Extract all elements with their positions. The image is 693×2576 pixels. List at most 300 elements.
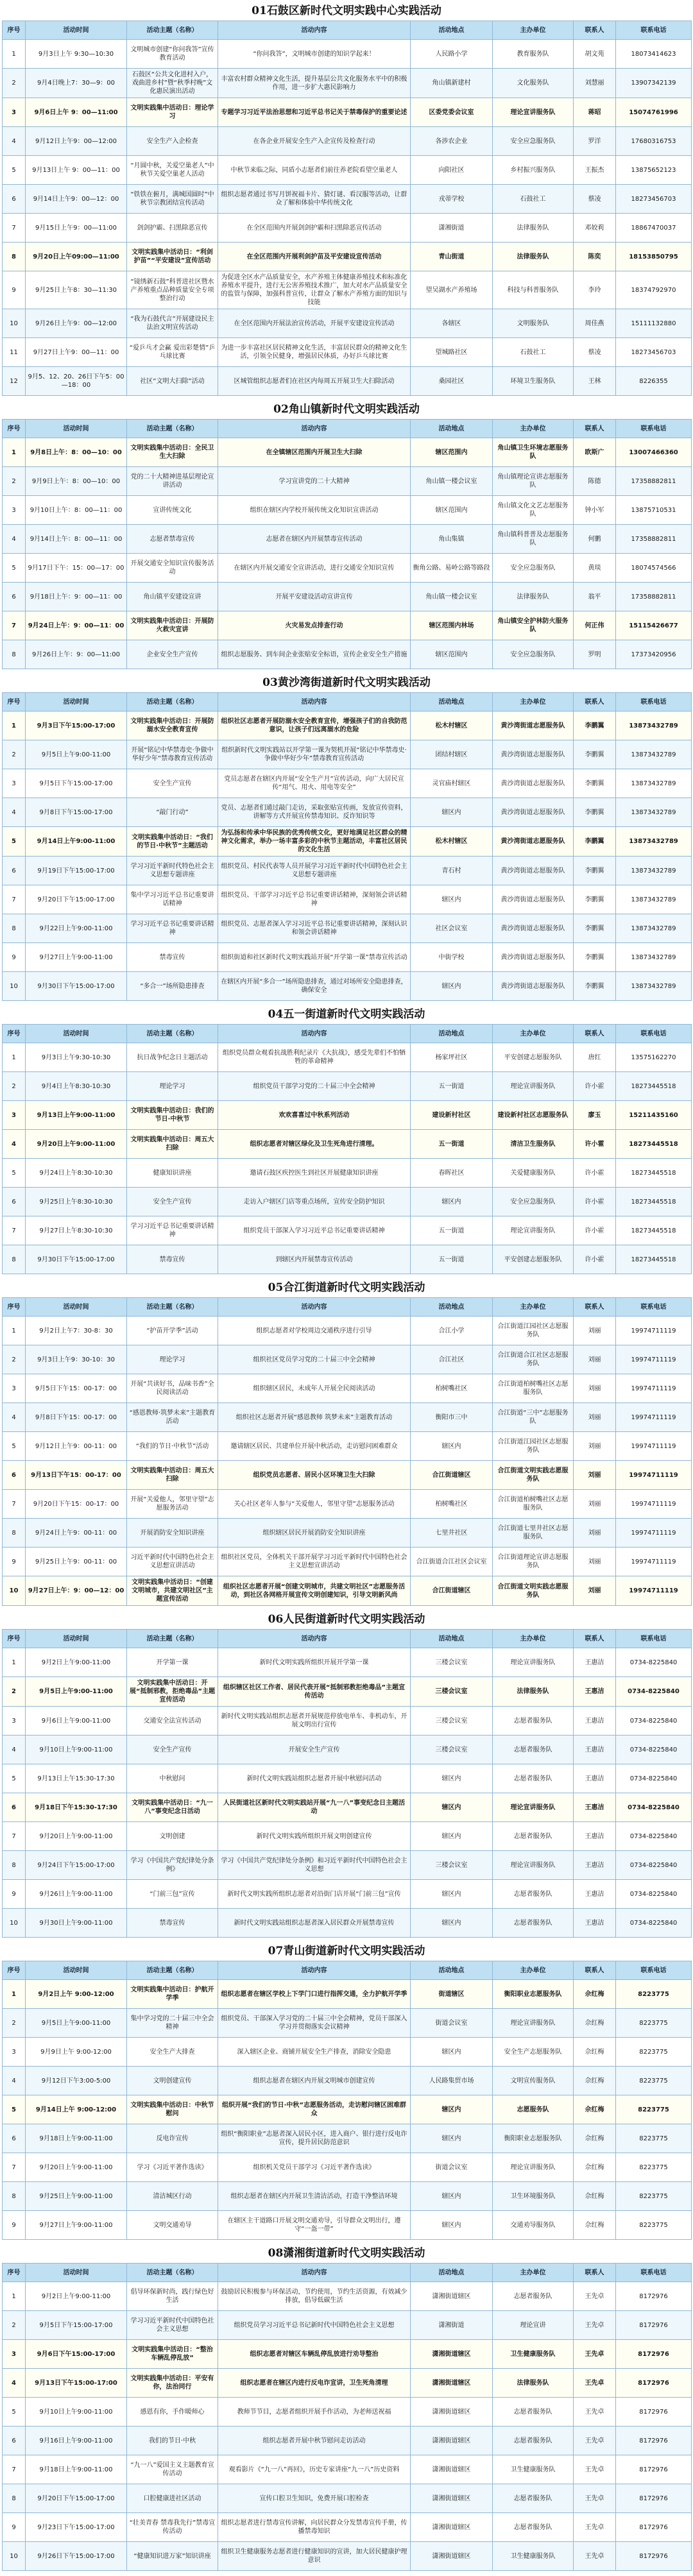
table-row [3, 1576, 692, 1606]
table-row [3, 2369, 692, 2398]
cell-host: 合江街道江园社区志愿服务队 [493, 1432, 574, 1461]
cell-phone: 13873432789 [616, 740, 692, 769]
cell-contact: 罗明 [574, 640, 616, 669]
cell-place: 辖区内 [411, 972, 493, 1001]
cell-place: 潇湘街道 [411, 2311, 493, 2340]
cell-phone: 19974711119 [616, 1317, 692, 1345]
cell-contact: 刘丽 [574, 1576, 616, 1606]
cell-host: 黄沙湾街道志愿服务队 [493, 769, 574, 798]
cell-phone: 8223775 [616, 2153, 692, 2182]
cell-content: 组织新时代文明实践站以开学第一课为契机开展“铭记中华禁毒史·争做中华好少年”禁毒教育宣传活动 [218, 740, 411, 769]
cell-no: 2 [3, 467, 26, 496]
cell-theme: 志愿者禁毒宣传 [127, 525, 218, 554]
cell-place: 街道辖区 [411, 1980, 493, 2009]
cell-host: 志愿者服务队 [493, 1822, 574, 1851]
cell-host: 志愿者服务队 [493, 1909, 574, 1938]
cell-place: 角山镇新建村 [411, 69, 493, 98]
column-header: 主办单位 [493, 1961, 574, 1980]
cell-time: 9月18日上午9:00-11:00 [26, 2124, 127, 2153]
cell-host: 法律服务队 [493, 243, 574, 271]
column-header: 主办单位 [493, 693, 574, 712]
cell-time: 9月27日上午9：00—11：00 [26, 338, 127, 367]
cell-phone: 8223775 [616, 2067, 692, 2095]
cell-place: 望城路社区 [411, 338, 493, 367]
cell-phone: 0734-8225840 [616, 1909, 692, 1938]
cell-content: 欢欢喜喜过中秋系列活动 [218, 1101, 411, 1130]
cell-place: 潇湘街道辖区 [411, 2282, 493, 2311]
cell-phone: 8172976 [616, 2513, 692, 2542]
table-row [3, 2282, 692, 2311]
table-row [3, 2095, 692, 2124]
cell-host: 乡村振兴服务队 [493, 156, 574, 185]
table-row [3, 712, 692, 740]
cell-time: 9月30日上午9:00-11:00 [26, 1909, 127, 1938]
cell-place: 辖区范围内 [411, 640, 493, 669]
table-row [3, 98, 692, 127]
cell-no: 4 [3, 127, 26, 156]
column-header: 活动地点 [411, 1961, 493, 1980]
cell-theme: 开展“铭记中华禁毒史·争做中华好少年”禁毒教育宣传活动 [127, 740, 218, 769]
cell-contact: 刘丽 [574, 1461, 616, 1490]
cell-time: 9月8日上午：8：00—10：00 [26, 438, 127, 467]
section [2, 673, 691, 1001]
column-header: 主办单位 [493, 21, 574, 40]
cell-no: 2 [3, 1677, 26, 1707]
cell-content: 邀请辖区居民、共建单位开展中秋活动，走访慰问困难群众 [218, 1432, 411, 1461]
table-row [3, 2513, 692, 2542]
column-header: 联系人 [574, 1630, 616, 1648]
cell-theme: 文明实践集中活动日：开展防溺水安全教育宣传 [127, 712, 218, 740]
cell-phone: 8223775 [616, 2124, 692, 2153]
section [2, 1005, 691, 1274]
cell-theme: 宣讲传统文化 [127, 496, 218, 525]
cell-contact: 王先卓 [574, 2427, 616, 2455]
cell-phone: 13875652123 [616, 156, 692, 185]
cell-place: 人民路集贸市场 [411, 2067, 493, 2095]
cell-no: 5 [3, 554, 26, 583]
cell-no: 8 [3, 1245, 26, 1274]
cell-contact: 黄琰 [574, 554, 616, 583]
cell-phone: 13007466360 [616, 438, 692, 467]
cell-time: 9月26日下午15:00-17:00 [26, 2542, 127, 2571]
cell-theme: “护苗开学季”活动 [127, 1317, 218, 1345]
cell-theme: 文明创建 [127, 1822, 218, 1851]
cell-theme: 学习《习近平著作选读》 [127, 2153, 218, 2182]
cell-contact: 王惠洁 [574, 1764, 616, 1793]
cell-time: 9月26日上午9:00-11:00 [26, 1880, 127, 1909]
column-header: 联系人 [574, 21, 616, 40]
cell-host: 志愿者服务队 [493, 2427, 574, 2455]
cell-no: 8 [3, 2182, 26, 2211]
cell-host: 黄沙湾街道志愿服务队 [493, 798, 574, 827]
cell-host: 卫生健康服务队 [493, 2455, 574, 2484]
cell-no: 6 [3, 1461, 26, 1490]
cell-time: 9月15日上午9：00—11:00 [26, 214, 127, 243]
cell-content: 鼓励居民积极参与环保活动，节约使用，节约生活资源，有效减少排放，倡导低碳生活 [218, 2282, 411, 2311]
cell-phone: 19974711119 [616, 1432, 692, 1461]
cell-time: 9月6日上午9:00-11:00 [26, 1707, 127, 1736]
cell-contact: 王先卓 [574, 2484, 616, 2513]
cell-contact: 周佳燕 [574, 309, 616, 338]
cell-content: 组织社区志愿者开展“感恩教师 筑梦未来”主题教育活动 [218, 1403, 411, 1432]
cell-place: 灵官庙村辖区 [411, 769, 493, 798]
cell-time: 9月5日上午9:00-11:00 [26, 2009, 127, 2038]
cell-phone: 17358882811 [616, 467, 692, 496]
cell-theme: 习近平新时代中国特色社会主义思想宣讲活动 [127, 1548, 218, 1576]
cell-no: 7 [3, 1490, 26, 1519]
cell-host: 理论宣讲服务队 [493, 1851, 574, 1880]
cell-no: 1 [3, 1648, 26, 1677]
cell-host: 衡阳职业志愿服务队 [493, 2124, 574, 2153]
cell-theme: 抗日战争纪念日主题活动 [127, 1043, 218, 1072]
cell-place: 各辖区 [411, 309, 493, 338]
column-header: 活动时间 [26, 2264, 127, 2282]
activity-table [2, 21, 692, 396]
cell-time: 9月3日上午 9:30—10:30 [26, 40, 127, 69]
cell-time: 9月2日上午9:00-11:00 [26, 1648, 127, 1677]
cell-theme: 开展“关爱他人，邻里守望”志愿服务活动 [127, 1490, 218, 1519]
cell-no: 7 [3, 2455, 26, 2484]
cell-no: 6 [3, 185, 26, 214]
cell-host: 建设新村社区志愿服务队 [493, 1101, 574, 1130]
cell-place: 松木村辖区 [411, 712, 493, 740]
cell-content: 为进一步丰富社区居民精神文化生活，丰富居民群众的精神文化生活，引领全民健身，增强居民体质，办好乒乓球比赛 [218, 338, 411, 367]
cell-contact: 刘丽 [574, 1403, 616, 1432]
cell-no: 10 [3, 1909, 26, 1938]
column-header: 活动时间 [26, 1025, 127, 1043]
cell-contact: 许小霍 [574, 1130, 616, 1159]
cell-theme: 清洁城区行动 [127, 2182, 218, 2211]
cell-content: 组织党员、干部学习习近平总书记重要讲话精神，深刻领会讲话精神 [218, 885, 411, 914]
cell-contact: 王惠洁 [574, 1648, 616, 1677]
cell-time: 9月5日上午9:00-11:00 [26, 1677, 127, 1707]
cell-theme: “九一八”爱国主义主题教育宣传活动 [127, 2455, 218, 2484]
cell-place: 五一街道 [411, 1072, 493, 1101]
cell-no: 6 [3, 583, 26, 611]
table-row [3, 156, 692, 185]
cell-contact: 佘红梅 [574, 2095, 616, 2124]
cell-content: 教师节节目，志愿者组织开展手作活动，为老师送祝福 [218, 2398, 411, 2427]
cell-place: 人民路小学 [411, 40, 493, 69]
table-row [3, 740, 692, 769]
cell-time: 9月4日上午8:30-10:30 [26, 1072, 127, 1101]
cell-time: 9月25日上午8：30—11:30 [26, 271, 127, 309]
cell-place: 春晖社区 [411, 1159, 493, 1188]
cell-theme: 口腔健康进社区活动 [127, 2484, 218, 2513]
column-header: 活动时间 [26, 693, 127, 712]
cell-theme: 反电诈宣传 [127, 2124, 218, 2153]
cell-no: 3 [3, 1101, 26, 1130]
cell-contact: 王惠洁 [574, 1736, 616, 1764]
cell-content: 新时代文明实践所组织开展文明创建宣传 [218, 1822, 411, 1851]
cell-phone: 18374792970 [616, 271, 692, 309]
cell-contact: 王先卓 [574, 2369, 616, 2398]
table-row [3, 972, 692, 1001]
cell-content: 组织党员、村民代表等人员开展学习习近平新时代中国特色社会主义思想专题讲座 [218, 857, 411, 885]
section [2, 1941, 691, 2240]
cell-theme: 文明实践集中活动日：“整治车辆乱停乱放” [127, 2340, 218, 2369]
header-row [3, 420, 692, 438]
cell-place: 辖区内 [411, 2182, 493, 2211]
table-row [3, 2153, 692, 2182]
cell-phone: 8226355 [616, 367, 692, 396]
cell-place: 桑园社区 [411, 367, 493, 396]
table-row [3, 2124, 692, 2153]
table-row [3, 1648, 692, 1677]
cell-phone: 19974711119 [616, 1490, 692, 1519]
cell-place: 辖区内 [411, 1822, 493, 1851]
cell-host: 理论宣讲服务队 [493, 1216, 574, 1245]
cell-place: 潇湘街道辖区 [411, 2340, 493, 2369]
cell-contact: 邓姣莉 [574, 214, 616, 243]
table-row [3, 1317, 692, 1345]
cell-host: 黄沙湾街道志愿服务队 [493, 712, 574, 740]
cell-content: 组织社区党员，全体机关干部开展学习习近平新时代中国特色社会主义思想宣讲活动 [218, 1548, 411, 1576]
cell-host: 法律服务队 [493, 1677, 574, 1707]
cell-time: 9月20日上午9:00-11:00 [26, 1130, 127, 1159]
cell-contact: 李鹏翼 [574, 712, 616, 740]
cell-content: 组织志愿服务、到车间企业张贴安全标语，宣传企业安全生产措施 [218, 640, 411, 669]
table-row [3, 1677, 692, 1707]
table-row [3, 243, 692, 271]
table-row [3, 1519, 692, 1548]
cell-contact: 王先卓 [574, 2282, 616, 2311]
cell-no: 7 [3, 1822, 26, 1851]
cell-contact: 李鹏翼 [574, 827, 616, 857]
cell-theme: 我们的节日·中秋 [127, 2427, 218, 2455]
cell-phone: 0734-8225840 [616, 1851, 692, 1880]
cell-phone: 13873432789 [616, 943, 692, 972]
column-header: 联系电话 [616, 1961, 692, 1980]
cell-content: 组织街道和社区新时代文明实践站开展“开学第一课”禁毒宣传活动 [218, 943, 411, 972]
cell-content: 组织社区志愿者开展防溺水安全教育宣传，增强孩子们的自我防范意识，让孩子们远离溺水的危险 [218, 712, 411, 740]
table-row [3, 769, 692, 798]
table-row [3, 1490, 692, 1519]
cell-theme: 学习《中国共产党纪律处分条例》 [127, 1851, 218, 1880]
cell-host: 角山镇科普普及志愿服务队 [493, 525, 574, 554]
cell-contact: 王先卓 [574, 2311, 616, 2340]
cell-place: 辖区内 [411, 1188, 493, 1216]
cell-contact: 翁平 [574, 583, 616, 611]
cell-contact: 刘丽 [574, 1432, 616, 1461]
cell-phone: 8223775 [616, 2095, 692, 2124]
cell-content: 组织党员学习习近平总书记新时代中国特色社会主义思想 [218, 2311, 411, 2340]
cell-time: 9月9日上午：8：00—10：00 [26, 467, 127, 496]
cell-theme: 学习习近平新时代特色社会主义思想专题讲座 [127, 857, 218, 885]
table-row [3, 1548, 692, 1576]
cell-no: 10 [3, 972, 26, 1001]
cell-content: 新时代文明实践所组织开展开学第一课 [218, 1648, 411, 1677]
cell-theme: 文明实践集中活动日：理论学习 [127, 98, 218, 127]
cell-no: 9 [3, 943, 26, 972]
column-header: 序号 [3, 2264, 26, 2282]
column-header: 联系电话 [616, 1298, 692, 1317]
cell-theme: 文明实践集中活动日：我们的节日·中秋节 [127, 1101, 218, 1130]
cell-time: 9月8日下午15:00-17:00 [26, 798, 127, 827]
column-header: 活动地点 [411, 21, 493, 40]
table-row [3, 40, 692, 69]
cell-content: 在全区范围内开展剑剑护霸和扫黑除恶宣传活动 [218, 214, 411, 243]
cell-theme: 文明实践集中活动日：开展“抵制邪教，拒绝毒品”主题宣传活动 [127, 1677, 218, 1707]
cell-no: 2 [3, 2311, 26, 2340]
cell-contact: 王先卓 [574, 2455, 616, 2484]
cell-phone: 13873432789 [616, 769, 692, 798]
cell-content: 在辖区主干道路口开展文明交通劝导，引导群众文明出行，遵守“一盔一带” [218, 2211, 411, 2240]
cell-host: 衡阳职业志愿服务队 [493, 1980, 574, 2009]
table-row [3, 554, 692, 583]
cell-content: 在辖区内开展“多合一”场所隐患排查，通过对场所安全隐患排查，确保安全 [218, 972, 411, 1001]
cell-phone: 18273456703 [616, 185, 692, 214]
cell-place: 三楼会议室 [411, 1736, 493, 1764]
table-row [3, 2340, 692, 2369]
cell-host: 安全应急服务队 [493, 554, 574, 583]
cell-no: 1 [3, 438, 26, 467]
column-header: 序号 [3, 1298, 26, 1317]
cell-place: 辖区内 [411, 1793, 493, 1822]
cell-phone: 18273445518 [616, 1188, 692, 1216]
cell-host: 环境卫生服务队 [493, 367, 574, 396]
cell-time: 9月3日上午9:30-10:30 [26, 1043, 127, 1072]
column-header: 活动主题（名称） [127, 1025, 218, 1043]
table-row [3, 1461, 692, 1490]
cell-phone: 15111132880 [616, 309, 692, 338]
cell-contact: 李鹏翼 [574, 943, 616, 972]
cell-no: 7 [3, 214, 26, 243]
cell-time: 9月5日下午15:00-17:00 [26, 2311, 127, 2340]
cell-contact: 王惠洁 [574, 1851, 616, 1880]
cell-place: 角山镇一楼会议室 [411, 583, 493, 611]
cell-host: 志愿服务队 [493, 2095, 574, 2124]
cell-no: 4 [3, 2369, 26, 2398]
cell-time: 9月24日上午：9：00—11：00 [26, 611, 127, 640]
cell-phone: 8172976 [616, 2427, 692, 2455]
table-row [3, 367, 692, 396]
column-header: 活动主题（名称） [127, 1630, 218, 1648]
cell-phone: 19974711119 [616, 1548, 692, 1576]
cell-no: 2 [3, 1345, 26, 1374]
cell-host: 志愿者服务队 [493, 1764, 574, 1793]
activity-table [2, 1961, 692, 2240]
cell-place: 团结村辖区 [411, 740, 493, 769]
table-row [3, 1880, 692, 1909]
table-row [3, 2427, 692, 2455]
cell-contact: 刘丽 [574, 1374, 616, 1403]
table-row [3, 2067, 692, 2095]
cell-no: 6 [3, 2427, 26, 2455]
cell-phone: 0734-8225840 [616, 1707, 692, 1736]
cell-place: 潇湘街道辖区 [411, 2513, 493, 2542]
cell-place: 辖区范围内 [411, 496, 493, 525]
cell-no: 6 [3, 857, 26, 885]
cell-time: 9月12日上午9：00—12:00 [26, 127, 127, 156]
cell-no: 5 [3, 156, 26, 185]
cell-phone: 8172976 [616, 2398, 692, 2427]
cell-theme: 文明实践集中活动日：中秋节慰问 [127, 2095, 218, 2124]
table-row [3, 1793, 692, 1822]
table-row [3, 798, 692, 827]
cell-place: 角山集镇 [411, 525, 493, 554]
cell-time: 9月3日上午9：30-10：30 [26, 1345, 127, 1374]
cell-content: 组织志愿者进行禁毒宣传讲解，向居民群众分发禁毒宣传手册，传播禁毒知识 [218, 2513, 411, 2542]
cell-theme: 开展“共读好书，品味书香”全民阅读活动 [127, 1374, 218, 1403]
cell-contact: 李鹏翼 [574, 769, 616, 798]
cell-theme: 安全生产入企检查 [127, 127, 218, 156]
cell-contact: 王惠洁 [574, 1880, 616, 1909]
cell-theme: 禁毒宣传 [127, 1245, 218, 1274]
cell-time: 9月14日上午9:00-11:00 [26, 827, 127, 857]
cell-place: 青山街道 [411, 243, 493, 271]
cell-host: 法律服务队 [493, 583, 574, 611]
cell-theme: 健康知识讲座 [127, 1159, 218, 1188]
cell-time: 9月22日上午9:00-11:00 [26, 914, 127, 943]
cell-place: 潇湘街道辖区 [411, 2369, 493, 2398]
cell-host: 合江街道江园社区志愿服务队 [493, 1317, 574, 1345]
table-row [3, 2398, 692, 2427]
cell-content: 在全区范围内开展利剑护苗及平安建设宣传活动 [218, 243, 411, 271]
cell-theme: “爱乒乓才会赢 爱出彩楚情”乒乓球比赛 [127, 338, 218, 367]
cell-theme: 文明实践集中活动日：“利剑护苗”“平安建设”宣传活动 [127, 243, 218, 271]
column-header: 活动地点 [411, 420, 493, 438]
cell-phone: 0734-8225840 [616, 1648, 692, 1677]
cell-host: 角山镇卫生环境志愿服务队 [493, 438, 574, 467]
cell-content: 组织开展“我们的节日·中秋”志愿服务活动，走访慰问辖区困难群众 [218, 2095, 411, 2124]
cell-content: 组织志愿者通过书写月饼祝福卡片、猜灯谜、看汉服等活动，让群众了解和体验中华传统文化 [218, 185, 411, 214]
cell-phone: 0734-8225840 [616, 1880, 692, 1909]
cell-no: 2 [3, 2009, 26, 2038]
cell-time: 9月23日下午15:00-17:00 [26, 2513, 127, 2542]
cell-contact: 王先卓 [574, 2513, 616, 2542]
cell-host: 角山镇文化文艺志愿服务队 [493, 496, 574, 525]
cell-theme: 学习习近平新时代中国特色社会主义思想 [127, 2311, 218, 2340]
column-header: 活动主题（名称） [127, 1298, 218, 1317]
cell-contact: 刘丽 [574, 1490, 616, 1519]
cell-phone: 18867470037 [616, 214, 692, 243]
header-row [3, 2264, 692, 2282]
cell-contact: 欧斯广 [574, 438, 616, 467]
cell-contact: 钟小军 [574, 496, 616, 525]
cell-phone: 8172976 [616, 2484, 692, 2513]
cell-content: 组织党员干部学习党的二十届三中全会精神 [218, 1072, 411, 1101]
cell-host: 文明宣传服务队 [493, 2067, 574, 2095]
cell-content: 新时代文明实践站组织志愿者开展中秋慰问活动 [218, 1764, 411, 1793]
table-row [3, 1736, 692, 1764]
cell-theme: “铁铁在俯月，满城国圆时”中秋节宗教团结宣传活动 [127, 185, 218, 214]
cell-place: 辖区内 [411, 2124, 493, 2153]
cell-content: 新时代文明实践站组织志愿者深入居民群众开展禁毒宣传 [218, 1909, 411, 1938]
cell-no: 3 [3, 769, 26, 798]
cell-content: 志愿者在辖区内开展禁毒宣传活动 [218, 525, 411, 554]
cell-host: 黄沙湾街道志愿服务队 [493, 943, 574, 972]
cell-theme: 安全生产宣传 [127, 1736, 218, 1764]
column-header: 活动时间 [26, 21, 127, 40]
table-row [3, 1707, 692, 1736]
cell-place: 衡阳市三中 [411, 1403, 493, 1432]
section [2, 1, 691, 396]
column-header: 活动内容 [218, 21, 411, 40]
cell-no: 4 [3, 525, 26, 554]
cell-content: 党员志愿者在辖区内开展“安全生产月”宣传活动，向广大居民宣传“用气、用火、用电等安全” [218, 769, 411, 798]
cell-theme: 角山镇平安建设宣讲 [127, 583, 218, 611]
cell-place: 五一街道 [411, 1130, 493, 1159]
cell-content: 新时代文明实践站组织志愿者开展规范停放电单车、非机动车，开展文明出行宣传 [218, 1707, 411, 1736]
section-title: 03黄沙湾街道新时代文明实践活动 [262, 676, 431, 689]
cell-time: 9月2日上午7：30-8：30 [26, 1317, 127, 1345]
column-header: 联系电话 [616, 420, 692, 438]
cell-time: 9月12日上午9：00-11：00 [26, 1432, 127, 1461]
table-row [3, 827, 692, 857]
cell-place: 三楼会议室 [411, 1677, 493, 1707]
cell-no: 4 [3, 1403, 26, 1432]
